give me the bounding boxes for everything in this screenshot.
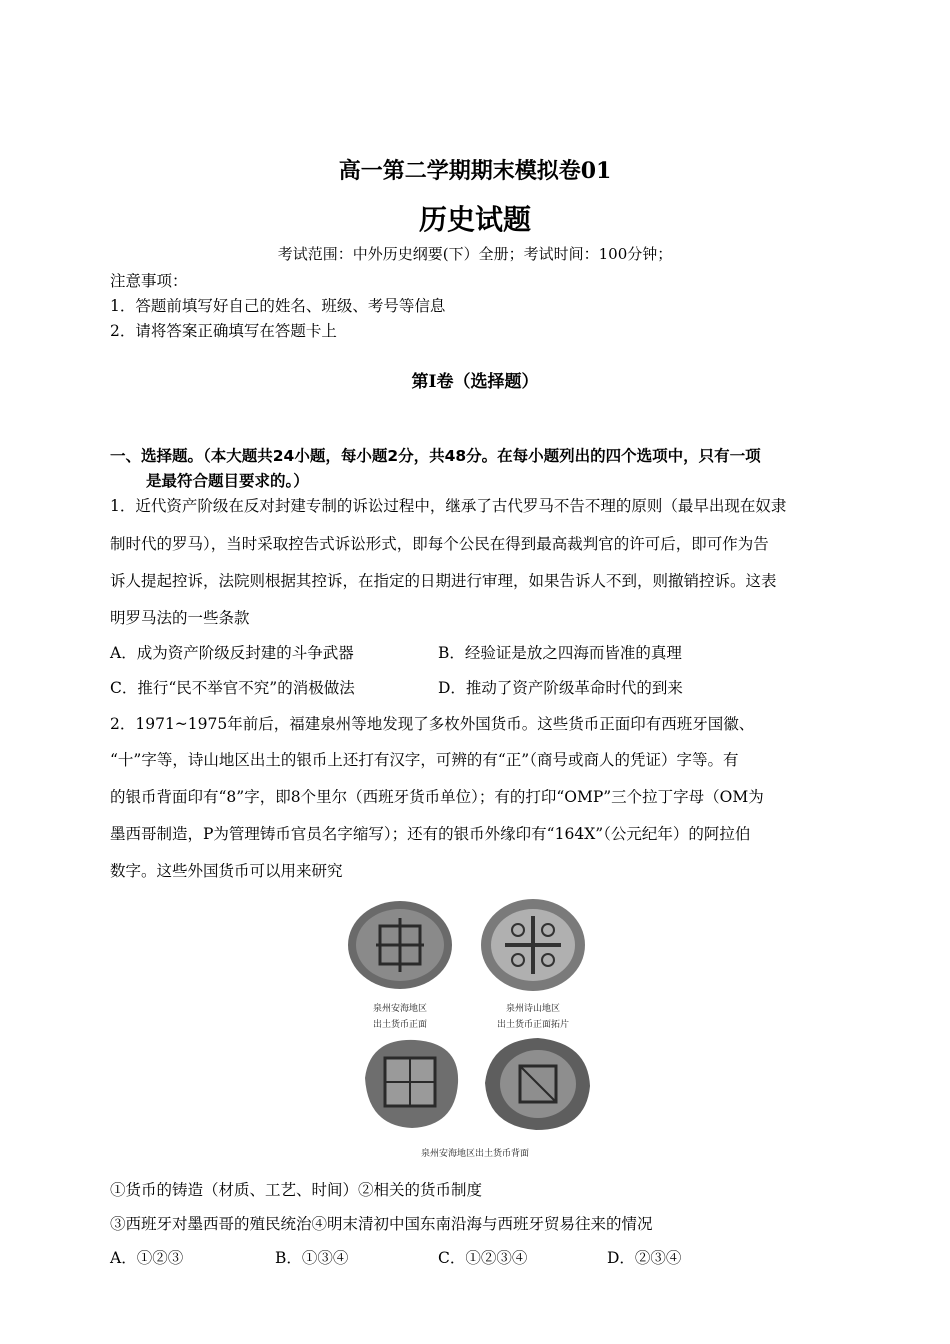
q1-option-c[interactable]: C．推行“民不举官不究”的消极做法 [110,679,355,697]
caption-coin2-line1: 泉州诗山地区 [505,1004,560,1014]
q2-stem-line: 的银币背面印有“8”字，即8个里尔（西班牙货币单位）；有的打印“OMP”三个拉丁字母（OM为 [110,788,764,806]
q2-option-b[interactable]: B．①③④ [275,1249,349,1267]
caption-coin1-line1: 泉州安海地区 [372,1004,427,1014]
exam-title: 高一第二学期期末模拟卷01 [338,158,612,184]
coin-back-1 [365,1040,458,1128]
coin-images [340,898,610,1162]
caption-coin2-line2: 出土货币正面拓片 [496,1020,569,1030]
coin-rubbing-shishan [481,899,585,991]
q1-stem-line: 制时代的罗马），当时采取控告式诉讼形式，即每个公民在得到最高裁判官的许可后，即可作为告 [110,535,769,553]
q2-option-d[interactable]: D．②③④ [607,1249,682,1267]
q1-stem-line: 1．近代资产阶级在反对封建专制的诉讼过程中，继承了古代罗马不告不理的原则（最早出现在奴隶 [110,497,787,515]
q2-stem-line: 2．1971~1975年前后，福建泉州等地发现了多枚外国货币。这些货币正面印有西班牙国徽、 [110,715,755,733]
notes-item: 1．答题前填写好自己的姓名、班级、考号等信息 [110,297,446,315]
q2-stem-line: “十”字等，诗山地区出土的银币上还打有汉字，可辨的有“正”（商号或商人的凭证）字等。有 [110,751,739,769]
notes-item: 2．请将答案正确填写在答题卡上 [110,322,337,340]
q2-statement: ①货币的铸造（材质、工艺、时间）②相关的货币制度 [110,1181,483,1199]
coin-back-2 [485,1038,590,1130]
caption-coin-back: 泉州安海地区出土货币背面 [420,1149,529,1159]
q2-option-c[interactable]: C．①②③④ [438,1249,528,1267]
q2-stem-line: 墨西哥制造，P为管理铸币官员名字缩写）；还有的银币外缘印有“164X”（公元纪年）的阿拉伯 [110,825,751,843]
q2-option-a[interactable]: A．①②③ [110,1249,184,1267]
q2-stem-line: 数字。这些外国货币可以用来研究 [110,862,343,880]
q1-option-b[interactable]: B．经验证是放之四海而皆准的真理 [438,644,682,662]
exam-scope: 考试范围：中外历史纲要(下）全册；考试时间：100分钟； [277,245,673,263]
coin-front-anhai [348,901,452,989]
section-title: 第Ⅰ卷（选择题） [411,372,539,392]
notes-heading: 注意事项： [110,272,188,290]
q1-stem-line: 明罗马法的一些条款 [110,609,250,627]
part-heading: 一、选择题。（本大题共24小题，每小题2分，共48分。在每小题列出的四个选项中，只有一项 [110,447,761,465]
q2-statement: ③西班牙对墨西哥的殖民统治④明末清初中国东南沿海与西班牙贸易往来的情况 [110,1215,653,1233]
q1-stem-line: 诉人提起控诉，法院则根据其控诉，在指定的日期进行审理，如果告诉人不到，则撤销控诉。这表 [110,572,777,590]
part-heading-cont: 是最符合题目要求的。） [146,472,309,490]
subject-title: 历史试题 [418,203,531,236]
q1-option-d[interactable]: D．推动了资产阶级革命时代的到来 [438,679,683,697]
q1-option-a[interactable]: A．成为资产阶级反封建的斗争武器 [110,644,354,662]
coin-figure [340,898,610,1162]
caption-coin1-line2: 出土货币正面 [372,1020,427,1030]
